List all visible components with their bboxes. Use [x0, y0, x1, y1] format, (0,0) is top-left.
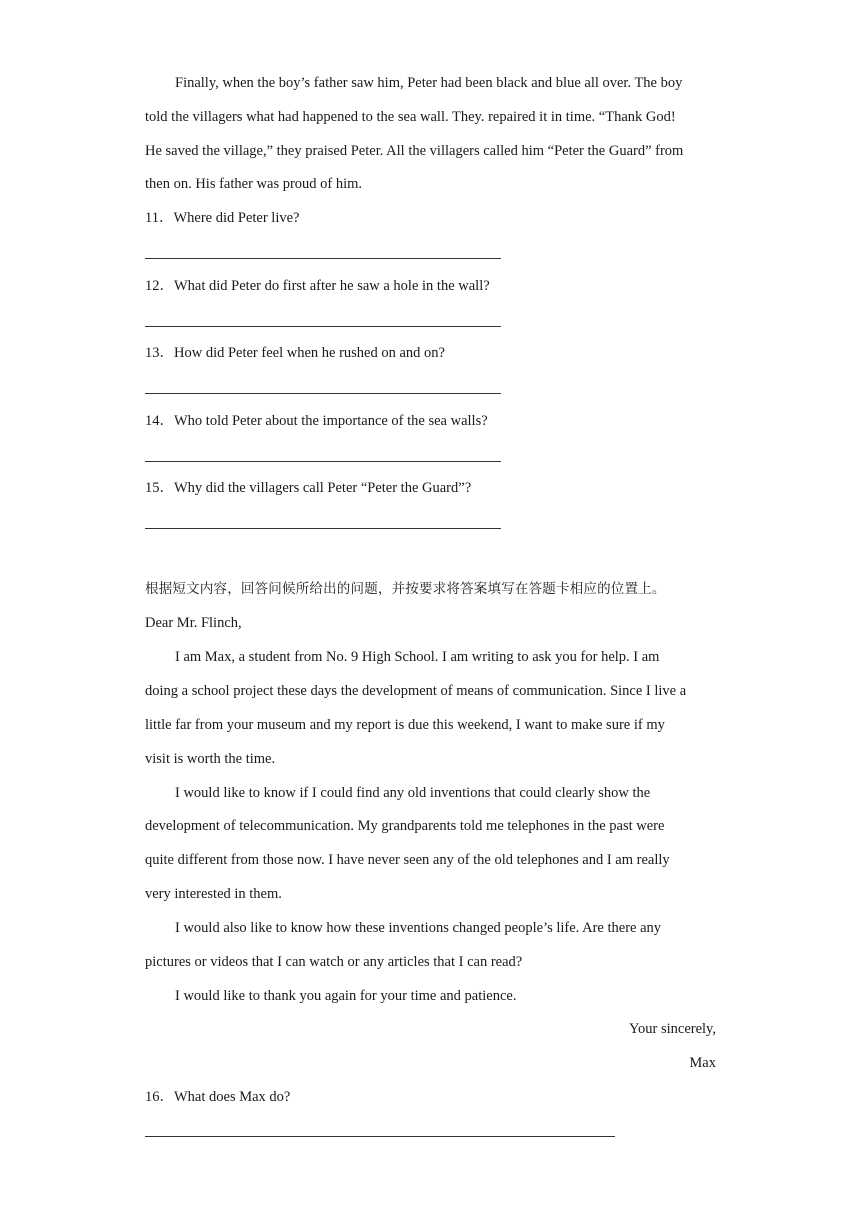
question-13	[145, 343, 445, 363]
letter-closing: Your sincerely,	[629, 1021, 716, 1037]
letter-p3-line-2: pictures or videos that I can watch or any articles that I can read?	[145, 954, 523, 970]
letter-p1-line-1: I am Max, a student from No. 9 High School. I am writing to ask you for help. I am	[175, 649, 660, 665]
passage1-line-3: He saved the village,” they praised Peter. All the villagers called him “Peter the Guard” from	[145, 143, 684, 159]
question-15	[145, 478, 471, 498]
letter-p2-line-4: very interested in them.	[145, 886, 282, 902]
letter-p2-line-2: development of telecommunication. My grandparents told me telephones in the past were	[145, 818, 665, 834]
answer-line-12[interactable]	[145, 326, 501, 327]
answer-line-14[interactable]	[145, 461, 501, 462]
question-number: 12．	[145, 278, 174, 294]
answer-line-16[interactable]	[145, 1136, 615, 1137]
letter-salutation: Dear Mr. Flinch,	[145, 615, 242, 631]
question-number: 15．	[145, 480, 174, 496]
letter-p1-line-4: visit is worth the time.	[145, 751, 276, 767]
question-text: Who told Peter about the importance of the sea walls?	[174, 413, 488, 429]
answer-line-15[interactable]	[145, 528, 501, 529]
question-11	[145, 208, 299, 228]
answer-line-13[interactable]	[145, 393, 501, 394]
question-text: What did Peter do first after he saw a hole in the wall?	[174, 278, 490, 294]
letter-p4-line-1: I would like to thank you again for your time and patience.	[175, 988, 517, 1004]
question-number: 16．	[145, 1089, 174, 1105]
letter-p1-line-3: little far from your museum and my report is due this weekend, I want to make sure if my	[145, 717, 665, 733]
letter-signature: Max	[689, 1055, 716, 1071]
question-text: What does Max do?	[174, 1089, 291, 1105]
question-number: 14．	[145, 413, 174, 429]
letter-p2-line-1: I would like to know if I could find any old inventions that could clearly show the	[175, 785, 651, 801]
question-text: Where did Peter live?	[173, 210, 300, 226]
letter-p2-line-3: quite different from those now. I have never seen any of the old telephones and I am really	[145, 852, 670, 868]
question-12	[145, 276, 490, 296]
letter-p3-line-1: I would also like to know how these inventions changed people’s life. Are there any	[175, 920, 662, 936]
question-number: 11．	[145, 210, 174, 226]
passage1-line-4: then on. His father was proud of him.	[145, 176, 363, 192]
passage1-line-1: Finally, when the boy’s father saw him, Peter had been black and blue all over. The boy	[175, 75, 683, 91]
question-14	[145, 411, 488, 431]
answer-line-11[interactable]	[145, 258, 501, 259]
section-instruction: 根据短文内容，回答问候所给出的问题，并按要求将答案填写在答题卡相应的位置上。	[145, 581, 666, 597]
question-text: How did Peter feel when he rushed on and on?	[174, 345, 445, 361]
question-text: Why did the villagers call Peter “Peter the Guard”?	[174, 480, 472, 496]
letter-p1-line-2: doing a school project these days the development of means of communication. Since I live a	[145, 683, 687, 699]
question-16	[145, 1087, 290, 1107]
passage1-line-2: told the villagers what had happened to the sea wall. They. repaired it in time. “Thank God!	[145, 109, 676, 125]
question-number: 13．	[145, 345, 174, 361]
